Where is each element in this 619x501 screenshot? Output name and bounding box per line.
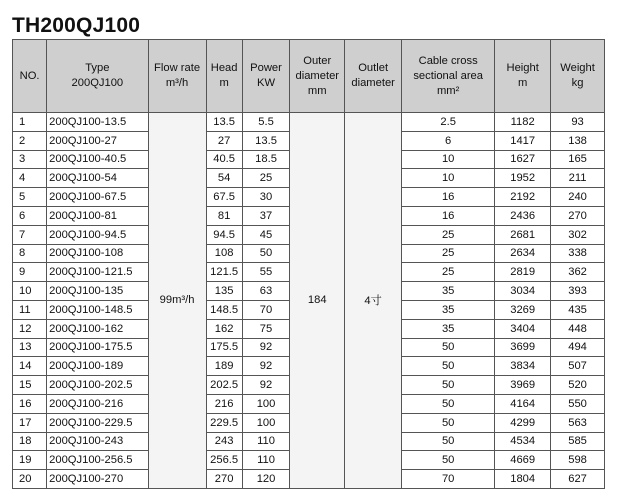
cell-no: 16 [13,394,47,413]
header-outlet [345,40,402,113]
cell-no: 3 [13,150,47,169]
cell-height: 4299 [495,413,551,432]
cell-cable: 25 [402,225,495,244]
header-flow-line1: Flow rate [154,62,201,74]
cell-weight: 448 [551,319,605,338]
cell-type: 200QJ100-256.5 [47,451,148,470]
header-power-line2: KW [257,77,276,89]
header-flow [148,40,206,113]
header-weight-line1: Weight [560,62,595,74]
header-type [47,40,148,113]
cell-no: 4 [13,169,47,188]
header-outlet-line1: Outlet [358,62,389,74]
cell-power: 50 [242,244,290,263]
cell-type: 200QJ100-229.5 [47,413,148,432]
cell-cable: 50 [402,451,495,470]
cell-cable: 35 [402,319,495,338]
cell-head: 27 [206,131,242,150]
cell-head: 243 [206,432,242,451]
header-flow-line2: m³/h [165,77,189,89]
cell-no: 11 [13,300,47,319]
cell-type: 200QJ100-108 [47,244,148,263]
cell-head: 202.5 [206,376,242,395]
cell-no: 12 [13,319,47,338]
cell-head: 94.5 [206,225,242,244]
cell-cable: 16 [402,206,495,225]
cell-cable: 35 [402,300,495,319]
cell-cable: 50 [402,376,495,395]
cell-no: 6 [13,206,47,225]
cell-head: 175.5 [206,338,242,357]
header-height-line1: Height [506,62,539,74]
cell-cable: 35 [402,282,495,301]
header-row [13,40,605,113]
cell-cable: 16 [402,188,495,207]
header-weight-line2: kg [571,77,584,89]
cell-type: 200QJ100-202.5 [47,376,148,395]
spec-table [12,39,605,489]
header-type-line2: 200QJ100 [71,77,124,89]
cell-type: 200QJ100-94.5 [47,225,148,244]
cell-cable: 2.5 [402,113,495,132]
cell-type: 200QJ100-54 [47,169,148,188]
cell-weight: 585 [551,432,605,451]
cell-type: 200QJ100-243 [47,432,148,451]
cell-height: 3404 [495,319,551,338]
cell-height: 2681 [495,225,551,244]
cell-power: 92 [242,376,290,395]
cell-weight: 211 [551,169,605,188]
table-row [13,113,605,132]
cell-head: 216 [206,394,242,413]
cell-head: 189 [206,357,242,376]
cell-height: 1182 [495,113,551,132]
cell-no: 19 [13,451,47,470]
cell-type: 200QJ100-216 [47,394,148,413]
cell-height: 3834 [495,357,551,376]
cell-height: 3034 [495,282,551,301]
cell-no: 7 [13,225,47,244]
cell-height: 4669 [495,451,551,470]
header-type-line1: Type [85,62,110,74]
cell-cable: 50 [402,413,495,432]
header-power-line1: Power [250,62,282,74]
cell-power: 37 [242,206,290,225]
cell-no: 9 [13,263,47,282]
cell-height: 2634 [495,244,551,263]
cell-power: 110 [242,432,290,451]
cell-power: 25 [242,169,290,188]
cell-weight: 93 [551,113,605,132]
cell-cable: 50 [402,394,495,413]
cell-head: 229.5 [206,413,242,432]
cell-no: 14 [13,357,47,376]
cell-cable: 25 [402,263,495,282]
cell-head: 270 [206,470,242,489]
cell-height: 4164 [495,394,551,413]
cell-head: 135 [206,282,242,301]
cell-power: 55 [242,263,290,282]
header-weight [551,40,605,113]
cell-power: 75 [242,319,290,338]
cell-cable: 70 [402,470,495,489]
cell-height: 1417 [495,131,551,150]
header-cable-line3: mm² [436,84,460,97]
cell-no: 15 [13,376,47,395]
cell-weight: 598 [551,451,605,470]
cell-no: 18 [13,432,47,451]
cell-weight: 270 [551,206,605,225]
cell-cable: 6 [402,131,495,150]
cell-head: 148.5 [206,300,242,319]
cell-no: 20 [13,470,47,489]
header-outer [290,40,345,113]
cell-no: 10 [13,282,47,301]
header-height [495,40,551,113]
header-cable [402,40,495,113]
header-no [13,40,47,113]
cell-weight: 435 [551,300,605,319]
cell-outlet-diameter: 4寸 [345,113,402,489]
cell-cable: 50 [402,432,495,451]
cell-head: 108 [206,244,242,263]
cell-height: 2192 [495,188,551,207]
cell-height: 3269 [495,300,551,319]
cell-height: 3969 [495,376,551,395]
header-outer-line2: diameter [295,69,340,82]
cell-type: 200QJ100-270 [47,470,148,489]
page-title: TH200QJ100 [12,14,141,37]
cell-power: 30 [242,188,290,207]
cell-type: 200QJ100-189 [47,357,148,376]
cell-no: 1 [13,113,47,132]
cell-type: 200QJ100-67.5 [47,188,148,207]
cell-power: 45 [242,225,290,244]
cell-weight: 494 [551,338,605,357]
header-outer-line3: mm [307,84,327,97]
cell-head: 81 [206,206,242,225]
cell-head: 13.5 [206,113,242,132]
cell-flow-rate: 99m³/h [148,113,206,489]
cell-height: 2819 [495,263,551,282]
cell-type: 200QJ100-175.5 [47,338,148,357]
cell-power: 120 [242,470,290,489]
cell-height: 1804 [495,470,551,489]
cell-power: 110 [242,451,290,470]
cell-no: 5 [13,188,47,207]
cell-cable: 50 [402,357,495,376]
cell-weight: 563 [551,413,605,432]
cell-type: 200QJ100-27 [47,131,148,150]
cell-no: 8 [13,244,47,263]
cell-weight: 302 [551,225,605,244]
cell-cable: 10 [402,169,495,188]
cell-cable: 50 [402,338,495,357]
cell-outer-diameter: 184 [290,113,345,489]
cell-weight: 165 [551,150,605,169]
cell-type: 200QJ100-148.5 [47,300,148,319]
header-outer-line1: Outer [303,54,332,67]
cell-head: 256.5 [206,451,242,470]
cell-type: 200QJ100-13.5 [47,113,148,132]
cell-height: 3699 [495,338,551,357]
cell-head: 67.5 [206,188,242,207]
cell-power: 18.5 [242,150,290,169]
cell-power: 92 [242,357,290,376]
cell-no: 13 [13,338,47,357]
header-power [242,40,290,113]
header-outlet-line2: diameter [351,77,395,89]
cell-cable: 25 [402,244,495,263]
cell-height: 1627 [495,150,551,169]
header-head [206,40,242,113]
cell-weight: 362 [551,263,605,282]
cell-head: 121.5 [206,263,242,282]
cell-power: 63 [242,282,290,301]
cell-no: 2 [13,131,47,150]
cell-power: 92 [242,338,290,357]
header-height-line2: m [518,77,528,89]
cell-height: 1952 [495,169,551,188]
cell-weight: 393 [551,282,605,301]
header-head-line2: m [219,77,229,89]
cell-power: 100 [242,413,290,432]
header-cable-line1: Cable cross [418,54,478,67]
cell-weight: 627 [551,470,605,489]
cell-weight: 240 [551,188,605,207]
cell-height: 4534 [495,432,551,451]
cell-power: 13.5 [242,131,290,150]
cell-no: 17 [13,413,47,432]
cell-weight: 507 [551,357,605,376]
table-body [13,113,605,489]
cell-weight: 550 [551,394,605,413]
cell-weight: 520 [551,376,605,395]
cell-power: 70 [242,300,290,319]
cell-type: 200QJ100-135 [47,282,148,301]
header-head-line1: Head [210,62,238,74]
cell-type: 200QJ100-81 [47,206,148,225]
cell-weight: 338 [551,244,605,263]
cell-type: 200QJ100-40.5 [47,150,148,169]
header-cable-line2: sectional area [413,69,483,82]
cell-power: 5.5 [242,113,290,132]
cell-weight: 138 [551,131,605,150]
cell-type: 200QJ100-121.5 [47,263,148,282]
cell-head: 40.5 [206,150,242,169]
cell-power: 100 [242,394,290,413]
cell-head: 54 [206,169,242,188]
header-no-label: NO. [19,69,40,82]
cell-cable: 10 [402,150,495,169]
cell-head: 162 [206,319,242,338]
cell-type: 200QJ100-162 [47,319,148,338]
cell-height: 2436 [495,206,551,225]
